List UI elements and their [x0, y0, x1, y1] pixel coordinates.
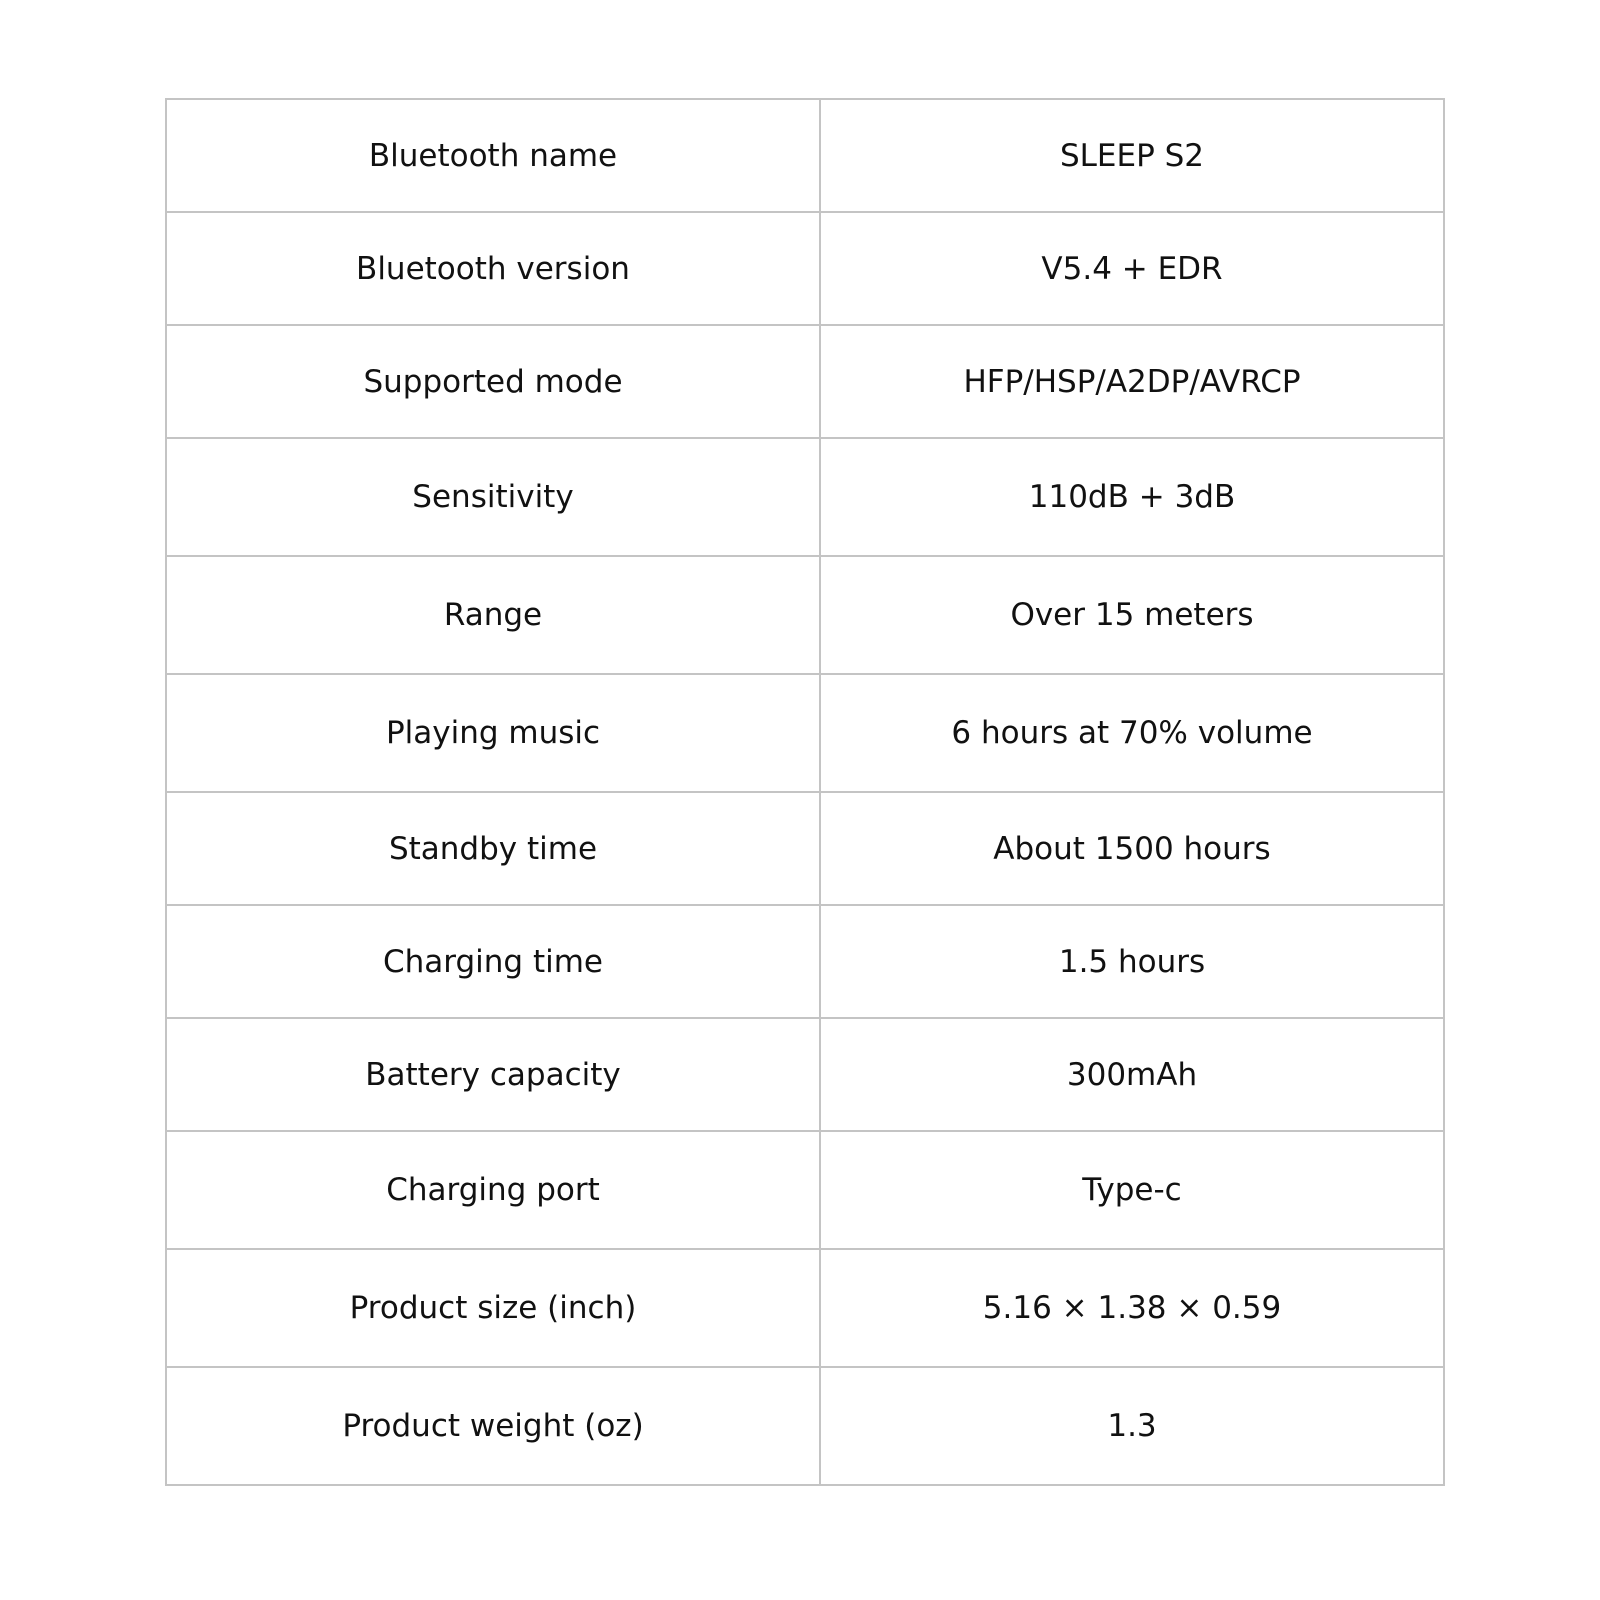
spec-value: 300mAh [820, 1018, 1444, 1131]
spec-label: Battery capacity [166, 1018, 820, 1131]
spec-value: SLEEP S2 [820, 99, 1444, 212]
table-row [166, 1131, 1444, 1249]
spec-value: Type-c [820, 1131, 1444, 1249]
spec-label: Charging port [166, 1131, 820, 1249]
spec-label: Sensitivity [166, 438, 820, 556]
spec-label: Product size (inch) [166, 1249, 820, 1367]
spec-label: Charging time [166, 905, 820, 1018]
spec-value: About 1500 hours [820, 792, 1444, 905]
spec-label: Playing music [166, 674, 820, 792]
table-row [166, 905, 1444, 1018]
spec-label: Product weight (oz) [166, 1367, 820, 1485]
spec-value: HFP/HSP/A2DP/AVRCP [820, 325, 1444, 438]
table-row [166, 438, 1444, 556]
table-row [166, 792, 1444, 905]
table-row [166, 325, 1444, 438]
table-row [166, 212, 1444, 325]
spec-value: Over 15 meters [820, 556, 1444, 674]
spec-table [165, 98, 1445, 1486]
table-row [166, 99, 1444, 212]
spec-label: Range [166, 556, 820, 674]
table-row [166, 1018, 1444, 1131]
spec-value: 1.5 hours [820, 905, 1444, 1018]
spec-value: V5.4 + EDR [820, 212, 1444, 325]
table-row [166, 1249, 1444, 1367]
spec-label: Standby time [166, 792, 820, 905]
spec-value: 5.16 × 1.38 × 0.59 [820, 1249, 1444, 1367]
spec-value: 110dB + 3dB [820, 438, 1444, 556]
spec-label: Bluetooth version [166, 212, 820, 325]
table-row [166, 556, 1444, 674]
table-row [166, 1367, 1444, 1485]
spec-label: Supported mode [166, 325, 820, 438]
table-row [166, 674, 1444, 792]
spec-value: 1.3 [820, 1367, 1444, 1485]
spec-value: 6 hours at 70% volume [820, 674, 1444, 792]
spec-label: Bluetooth name [166, 99, 820, 212]
